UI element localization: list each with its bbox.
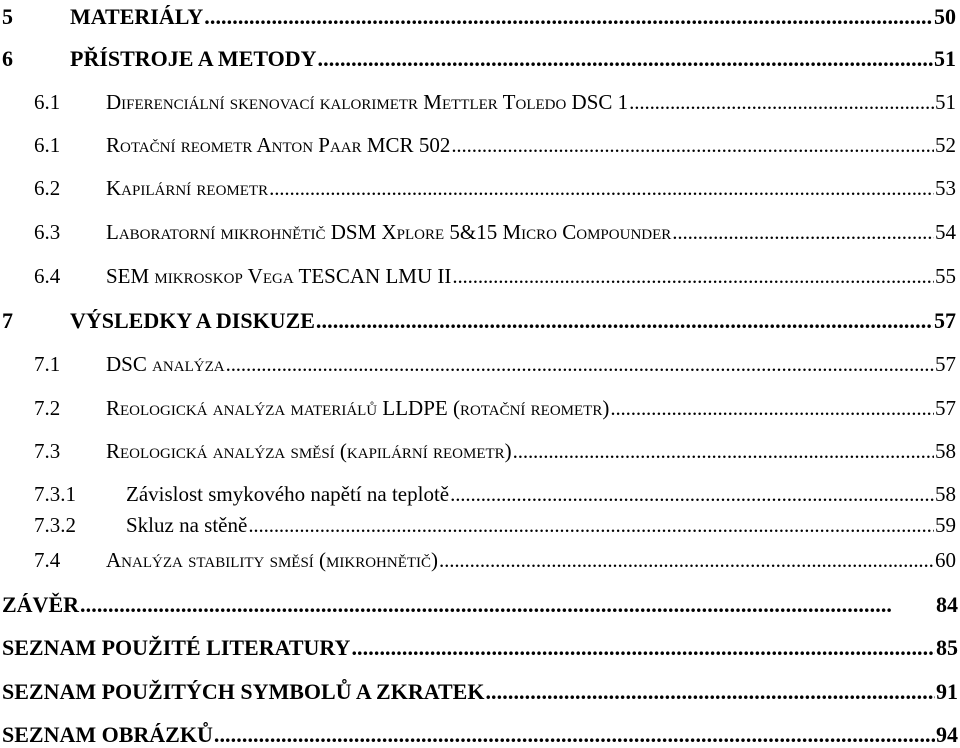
- toc-entry[interactable]: [0, 722, 958, 748]
- toc-entry-page-number: 84: [936, 592, 958, 617]
- toc-entry-page-number: 59: [935, 513, 956, 537]
- toc-entry-page-number: 57: [934, 308, 956, 333]
- toc-entry-page-number: 57: [935, 352, 956, 376]
- toc-entry-page-number: 52: [935, 133, 956, 157]
- toc-dot-leader: [452, 264, 934, 289]
- toc-dot-leader: [214, 722, 935, 748]
- toc-entry-number: 5: [2, 4, 13, 29]
- toc-entry[interactable]: [0, 90, 956, 115]
- toc-dot-leader: [513, 439, 934, 464]
- toc-dot-leader: [316, 308, 933, 334]
- toc-entry-title: Analýza stability směsí (mikrohnětič): [106, 548, 439, 572]
- toc-entry[interactable]: [0, 46, 956, 72]
- toc-dot-leader: [351, 635, 935, 661]
- toc-entry-number: 6.4: [34, 264, 61, 288]
- toc-entry[interactable]: [0, 176, 956, 201]
- toc-entry-title: Rotační reometr Anton Paar MCR 502: [106, 133, 451, 157]
- toc-dot-leader: [226, 352, 934, 377]
- toc-dot-leader: [269, 176, 934, 201]
- toc-entry-page-number: 51: [935, 90, 956, 114]
- toc-entry[interactable]: [0, 635, 958, 661]
- toc-entry-title: SEZNAM POUŽITÝCH SYMBOLŮ A ZKRATEK: [2, 679, 485, 704]
- toc-dot-leader: [451, 133, 934, 158]
- toc-dot-leader: [80, 592, 935, 618]
- toc-entry-page-number: 58: [935, 439, 956, 463]
- toc-entry[interactable]: [0, 133, 956, 158]
- toc-entry-page-number: 55: [935, 264, 956, 288]
- toc-entry-title: DSC analýza: [106, 352, 225, 376]
- toc-entry-title: Diferenciální skenovací kalorimetr Mettler Toledo DSC 1: [106, 90, 629, 114]
- toc-entry-page-number: 85: [936, 635, 958, 660]
- toc-entry[interactable]: [0, 4, 956, 30]
- toc-entry-title: MATERIÁLY: [70, 4, 204, 29]
- toc-entry-title: SEM mikroskop Vega TESCAN LMU II: [106, 264, 452, 288]
- toc-entry-number: 6.1: [34, 133, 61, 157]
- toc-entry-title: SEZNAM POUŽITÉ LITERATURY: [2, 635, 351, 660]
- toc-entry-number: 6.1: [34, 90, 61, 114]
- toc-entry-title: Reologická analýza materiálů LLDPE (rotační reometr): [106, 396, 610, 420]
- toc-dot-leader: [204, 4, 933, 30]
- toc-entry[interactable]: [0, 220, 956, 245]
- toc-entry-number: 6: [2, 46, 13, 71]
- toc-dot-leader: [485, 679, 935, 705]
- toc-entry[interactable]: [0, 679, 958, 705]
- toc-dot-leader: [610, 396, 934, 421]
- toc-entry-page-number: 60: [935, 548, 956, 572]
- toc-entry[interactable]: [0, 548, 956, 573]
- toc-entry-number: 7.3.1: [34, 482, 76, 506]
- toc-dot-leader: [318, 46, 933, 72]
- toc-entry[interactable]: [0, 592, 958, 618]
- toc-entry-page-number: 58: [935, 482, 956, 506]
- toc-entry-title: Kapilární reometr: [106, 176, 269, 200]
- toc-entry-page-number: 53: [935, 176, 956, 200]
- toc-entry[interactable]: [0, 513, 956, 538]
- toc-entry-number: 7.4: [34, 548, 61, 572]
- toc-entry-page-number: 54: [935, 220, 956, 244]
- toc-entry-page-number: 91: [936, 679, 958, 704]
- toc-entry-page-number: 51: [934, 46, 956, 71]
- toc-entry-number: 6.3: [34, 220, 61, 244]
- toc-dot-leader: [450, 482, 934, 507]
- toc-entry[interactable]: [0, 264, 956, 289]
- toc-entry-number: 7: [2, 308, 13, 333]
- toc-entry[interactable]: [0, 396, 956, 421]
- toc-entry-title: Skluz na stěně: [126, 513, 248, 537]
- toc-entry[interactable]: [0, 482, 956, 507]
- toc-entry-number: 6.2: [34, 176, 61, 200]
- toc-entry-number: 7.2: [34, 396, 61, 420]
- toc-dot-leader: [672, 220, 934, 245]
- toc-entry[interactable]: [0, 439, 956, 464]
- toc-entry-number: 7.1: [34, 352, 61, 376]
- toc-entry-title: Závislost smykového napětí na teplotě: [126, 482, 450, 506]
- toc-dot-leader: [629, 90, 934, 115]
- toc-dot-leader: [439, 548, 934, 573]
- toc-entry[interactable]: [0, 352, 956, 377]
- toc-dot-leader: [248, 513, 934, 538]
- toc-entry-number: 7.3: [34, 439, 61, 463]
- toc-entry-number: 7.3.2: [34, 513, 76, 537]
- toc-entry-page-number: 50: [934, 4, 956, 29]
- toc-entry-page-number: 57: [935, 396, 956, 420]
- toc-entry-page-number: 94: [936, 722, 958, 747]
- toc-entry-title: ZÁVĚR: [2, 592, 80, 617]
- toc-entry[interactable]: [0, 308, 956, 334]
- toc-entry-title: Reologická analýza směsí (kapilární reometr): [106, 439, 512, 463]
- toc-entry-title: PŘÍSTROJE A METODY: [70, 46, 317, 71]
- toc-entry-title: Laboratorní mikrohnětič DSM Xplore 5&15 Micro Compounder: [106, 220, 672, 244]
- toc-entry-title: VÝSLEDKY A DISKUZE: [70, 308, 315, 333]
- toc-entry-title: SEZNAM OBRÁZKŮ: [2, 722, 213, 747]
